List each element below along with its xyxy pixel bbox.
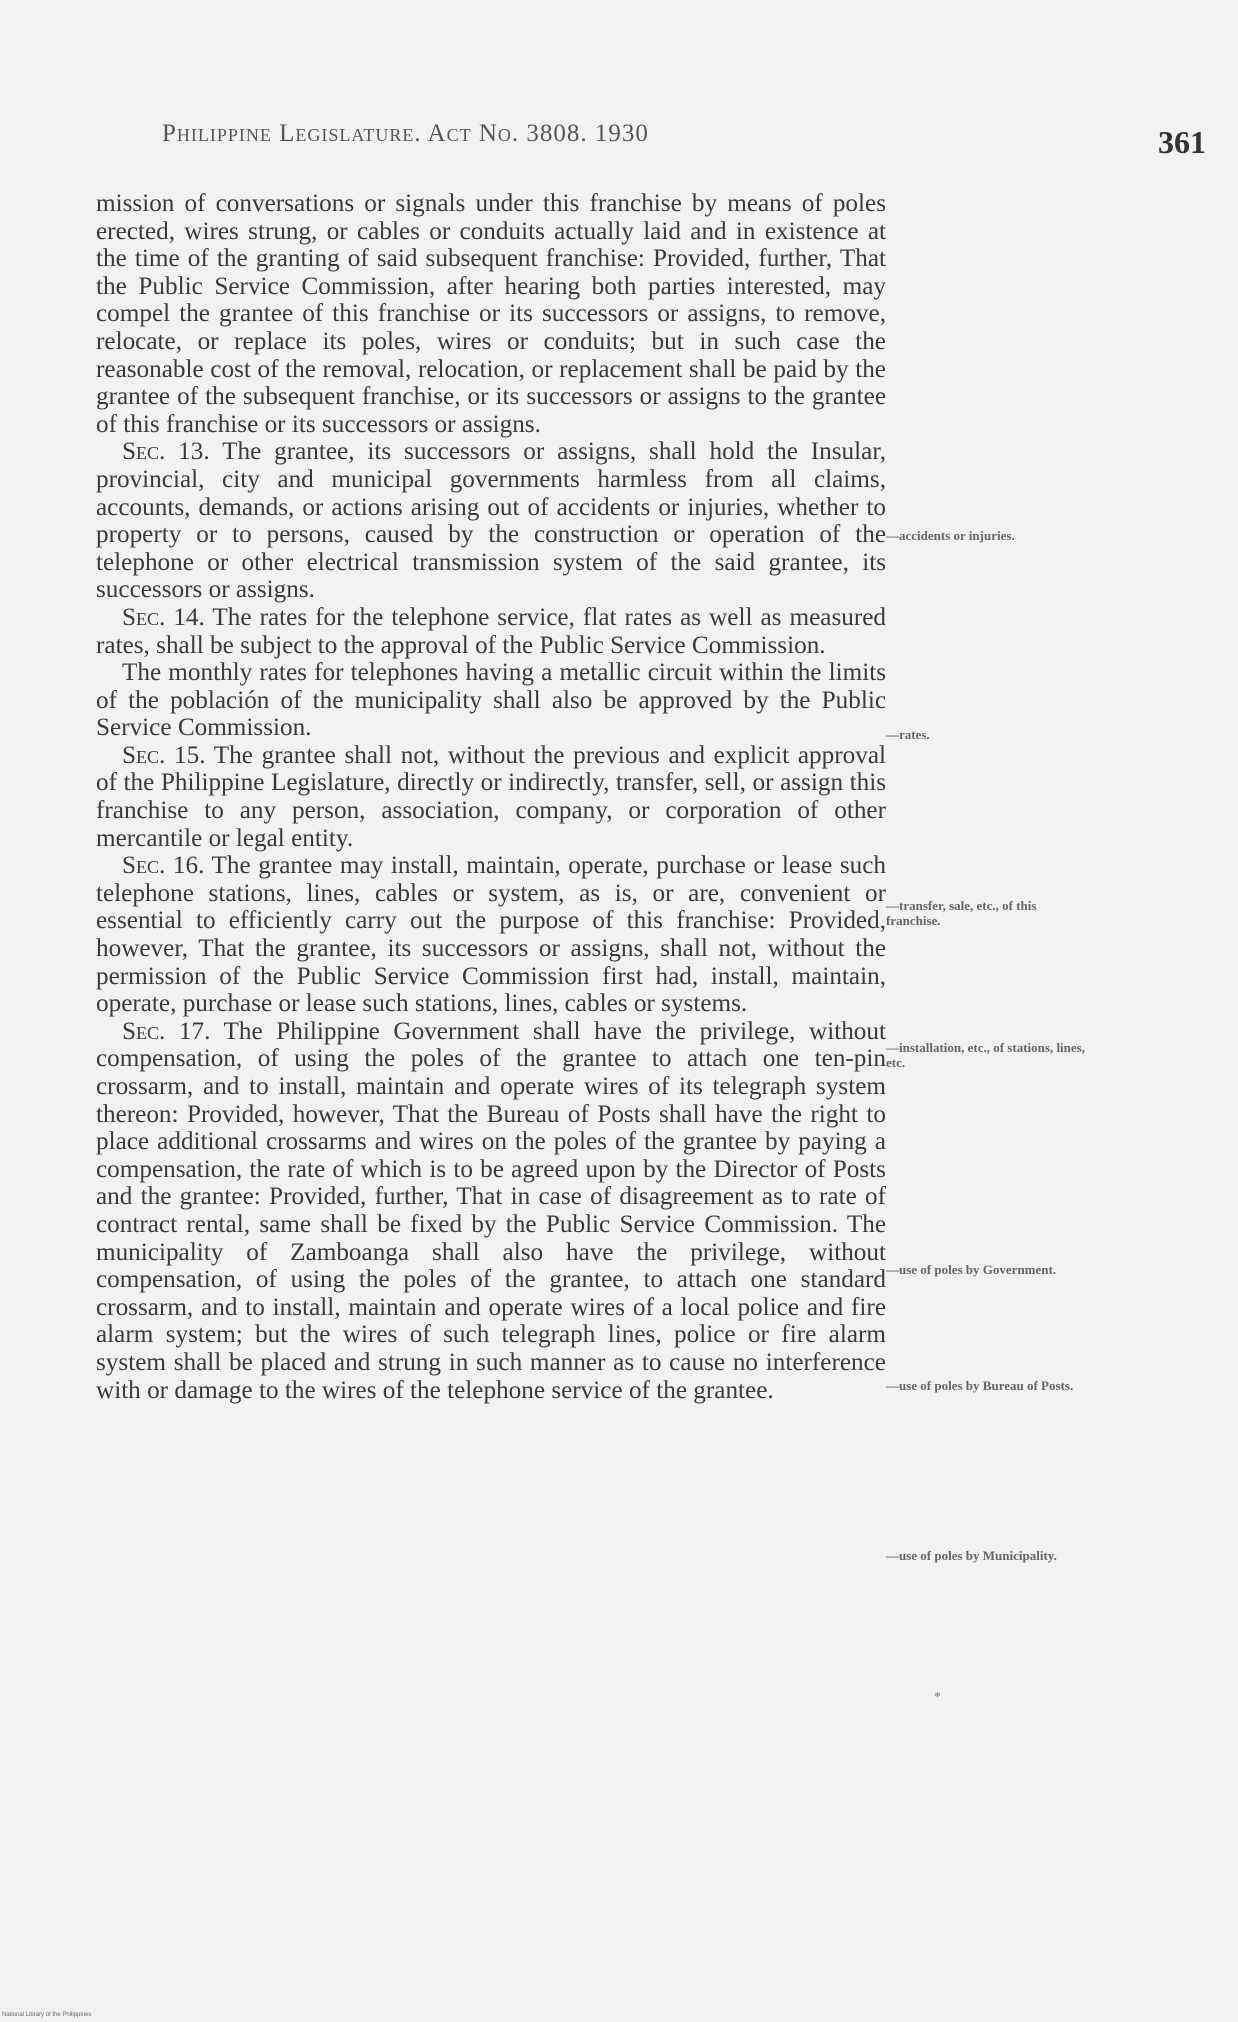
paragraph-text: The monthly rates for telephones having a metallic circuit within the limits of the población of the municipality shall also be approved by the Public Service Commission.	[96, 659, 886, 742]
section-15	[96, 742, 886, 852]
section-number: Sec. 17.	[122, 1017, 211, 1045]
section-number: Sec. 13.	[122, 438, 210, 466]
section-13	[96, 438, 886, 604]
section-16	[96, 852, 886, 1018]
paragraph-text: The grantee, its successors or assigns, shall hold the Insular, provincial, city and municipal governments harmless from all claims, accounts, demands, or actions arising out of accidents or injuries, whether to property or to persons, caused by the construction or operation of the telephone or other electrical transmission system of the said grantee, its successors or assigns.	[96, 438, 886, 604]
footer-credit: National Library of the Philippines	[2, 2012, 92, 2018]
section-number: Sec. 16.	[122, 852, 205, 880]
page-number: 361	[1158, 124, 1206, 160]
margin-note-rates: —rates.	[886, 727, 930, 742]
section-number: Sec. 14.	[122, 603, 205, 631]
margin-note-transfer: —transfer, sale, etc., of this franchise.	[886, 898, 1037, 928]
body-text	[96, 190, 886, 1404]
section-14-rates-paragraph	[96, 659, 886, 742]
margin-note-municipality: —use of poles by Municipality.	[886, 1548, 1057, 1563]
margin-note-government-poles: —use of poles by Government.	[886, 1262, 1057, 1277]
paragraph-text: The rates for the telephone service, flat rates as well as measured rates, shall be subject to the approval of the Public Service Commission.	[96, 603, 887, 659]
paragraph-text: The Philippine Government shall have the privilege, without compensation, of using the poles of the grantee to attach one ten-pin crossarm, and to install, maintain and operate wires of its telegraph system thereon: Provided, however, That the Bureau of Posts shall have the right to place additional crossarms and wires on the poles of the grantee by paying a compensation, the rate of which is to be agreed upon by the Director of Posts and the grantee: Provided, further, That in case of disagreement as to rate of contract rental, same shall be fixed by the Public Service Commission. The municipality of Zamboanga shall also have the privilege, without compensation, of using the poles of the grantee, to attach one standard crossarm, and to install, maintain and operate wires of a local police and fire alarm system; but the wires of such telegraph lines, police or fire alarm system shall be placed and strung in such manner as to cause no interference with or damage to the wires of the telephone service of the grantee.	[96, 1017, 886, 1404]
paragraph-text: mission of conversations or signals under this franchise by means of poles erected, wires strung, or cables or conduits actually laid and in existence at the time of the granting of said subsequent franchise: Provided, further, That the Public Service Commission, after hearing both parties interested, may compel the grantee of this franchise or its successors or assigns, to remove, relocate, or replace its poles, wires or conduits; but in such case the reasonable cost of the removal, relocation, or replacement shall be paid by the grantee of the subsequent franchise, or its successors or assigns to the grantee of this franchise or its successors or assigns.	[96, 190, 886, 438]
section-17	[96, 1018, 886, 1404]
margin-note-installation: —installation, etc., of stations, lines, etc.	[886, 1040, 1085, 1070]
running-head: Philippine Legislature. Act No. 3808. 1930	[162, 120, 649, 147]
paragraph-continuation	[96, 190, 886, 438]
margin-note-accidents: —accidents or injuries.	[886, 528, 1015, 543]
section-number: Sec. 15.	[122, 741, 206, 769]
paragraph-text: The grantee shall not, without the previous and explicit approval of the Philippine Legislature, directly or indirectly, transfer, sell, or assign this franchise to any person, association, company, or corporation of other mercantile or legal entity.	[96, 741, 887, 852]
paragraph-text: The grantee may install, maintain, operate, purchase or lease such telephone stations, lines, cables or system, as is, or are, convenient or essential to efficiently carry out the purpose of this franchise: Provided, however, That the grantee, its successors or assigns, shall not, without the permission of the Public Service Commission first had, install, maintain, operate, purchase or lease such stations, lines, cables or systems.	[96, 852, 886, 1018]
section-14	[96, 604, 886, 659]
margin-note-bureau-posts: —use of poles by Bureau of Posts.	[886, 1378, 1074, 1393]
stray-mark: *	[934, 1690, 941, 1705]
